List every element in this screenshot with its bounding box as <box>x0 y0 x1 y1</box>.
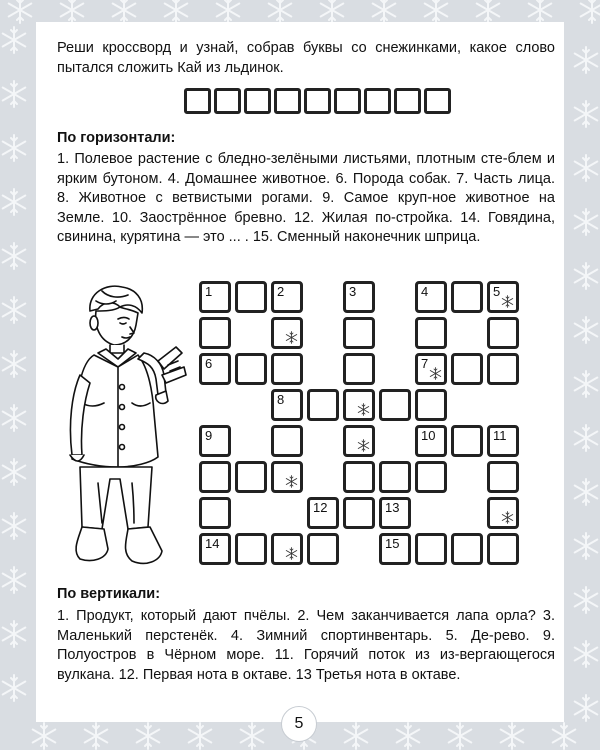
crossword-cell[interactable] <box>343 281 375 313</box>
crossword-cell[interactable] <box>343 497 375 529</box>
crossword-cell[interactable] <box>415 461 447 493</box>
crossword-cell[interactable] <box>199 353 231 385</box>
crossword-cell[interactable] <box>487 425 519 457</box>
crossword-cell[interactable] <box>487 533 519 565</box>
crossword-cell[interactable] <box>487 317 519 349</box>
crossword-cell[interactable] <box>235 461 267 493</box>
crossword-cell[interactable] <box>235 281 267 313</box>
crossword-cell[interactable] <box>271 353 303 385</box>
crossword-cell[interactable] <box>199 461 231 493</box>
snowflake-marker-icon <box>428 366 443 381</box>
crossword-cell[interactable] <box>487 353 519 385</box>
crossword-cell[interactable] <box>379 461 411 493</box>
cell-number: 12 <box>313 500 328 515</box>
cell-number: 4 <box>421 284 429 299</box>
crossword-cell[interactable] <box>199 533 231 565</box>
crossword-cell[interactable] <box>451 281 483 313</box>
vertical-clues-text: 1. Продукт, который дают пчёлы. 2. Чем заканчивается лапа орла? 3. Маленький перстенёк. 4. Зимний спортинвентарь. 5. Де-рево. 9. Полуостров в Чёрном море. 11. Горячий поток из из-вергающегося вулкана. 12. Первая нота в октаве. 13 Третья нота в октаве. <box>57 608 555 683</box>
cell-number: 7 <box>421 356 429 371</box>
boy-illustration <box>58 283 198 573</box>
crossword-cell[interactable] <box>271 389 303 421</box>
crossword-cell[interactable] <box>199 425 231 457</box>
crossword-cell[interactable] <box>343 389 375 421</box>
crossword-cell[interactable] <box>451 353 483 385</box>
snowflake-marker-icon <box>284 474 299 489</box>
crossword-cell[interactable] <box>415 317 447 349</box>
crossword-cell[interactable] <box>307 533 339 565</box>
cell-number: 10 <box>421 428 436 443</box>
crossword-cell[interactable] <box>379 533 411 565</box>
crossword-cell[interactable] <box>271 461 303 493</box>
snowflake-marker-icon <box>356 402 371 417</box>
crossword-cell[interactable] <box>307 389 339 421</box>
cell-number: 14 <box>205 536 220 551</box>
cell-number: 1 <box>205 284 213 299</box>
cell-number: 8 <box>277 392 285 407</box>
crossword-cell[interactable] <box>487 497 519 529</box>
crossword-cell[interactable] <box>487 461 519 493</box>
crossword-cell[interactable] <box>379 389 411 421</box>
crossword-cell[interactable] <box>415 533 447 565</box>
crossword-cell[interactable] <box>271 533 303 565</box>
crossword-cell[interactable] <box>199 281 231 313</box>
crossword-cell[interactable] <box>415 389 447 421</box>
snowflake-marker-icon <box>356 438 371 453</box>
crossword-cell[interactable] <box>343 317 375 349</box>
crossword-cell[interactable] <box>343 425 375 457</box>
crossword-cell[interactable] <box>271 425 303 457</box>
crossword-cell[interactable] <box>235 533 267 565</box>
cell-number: 15 <box>385 536 400 551</box>
crossword-cell[interactable] <box>415 425 447 457</box>
snowflake-marker-icon <box>284 330 299 345</box>
crossword-cell[interactable] <box>415 353 447 385</box>
crossword-cell[interactable] <box>343 353 375 385</box>
crossword-cell[interactable] <box>415 281 447 313</box>
page-number: 5 <box>281 706 317 742</box>
snowflake-marker-icon <box>500 294 515 309</box>
cell-number: 5 <box>493 284 501 299</box>
cell-number: 3 <box>349 284 357 299</box>
horizontal-clues-title: По горизонтали: <box>57 130 176 146</box>
vertical-clues-title: По вертикали: <box>57 586 161 602</box>
instructions-text: Реши кроссворд и узнай, собрав буквы со снежинками, какое слово пытался сложить Кай из льдинок. <box>57 40 555 76</box>
snowflake-marker-icon <box>284 546 299 561</box>
crossword-cell[interactable] <box>235 353 267 385</box>
crossword-cell[interactable] <box>199 317 231 349</box>
crossword-cell[interactable] <box>451 533 483 565</box>
cell-number: 6 <box>205 356 213 371</box>
crossword-cell[interactable] <box>343 461 375 493</box>
crossword-cell[interactable] <box>379 497 411 529</box>
crossword-cell[interactable] <box>307 497 339 529</box>
crossword-cell[interactable] <box>451 425 483 457</box>
cell-number: 9 <box>205 428 213 443</box>
crossword-cell[interactable] <box>271 281 303 313</box>
crossword-cell[interactable] <box>487 281 519 313</box>
cell-number: 2 <box>277 284 285 299</box>
horizontal-clues-text: 1. Полевое растение с бледно-зелёными листьями, плотным сте-блем и ярким бутоном. 4. Домашнее животное. 6. Порода собак. 7. Часть лица. 8. Животное с ветвистыми рогами. 9. Самое круп-ное животное на Земле. 10. Заострённое бревно. 12. Жилая по-стройка. 14. Говядина, свинина, курятина — это ... . 15. Сменный наконечник шприца. <box>57 151 555 245</box>
crossword-cell[interactable] <box>199 497 231 529</box>
cell-number: 13 <box>385 500 400 515</box>
cell-number: 11 <box>493 428 507 443</box>
crossword-cell[interactable] <box>271 317 303 349</box>
snowflake-marker-icon <box>500 510 515 525</box>
